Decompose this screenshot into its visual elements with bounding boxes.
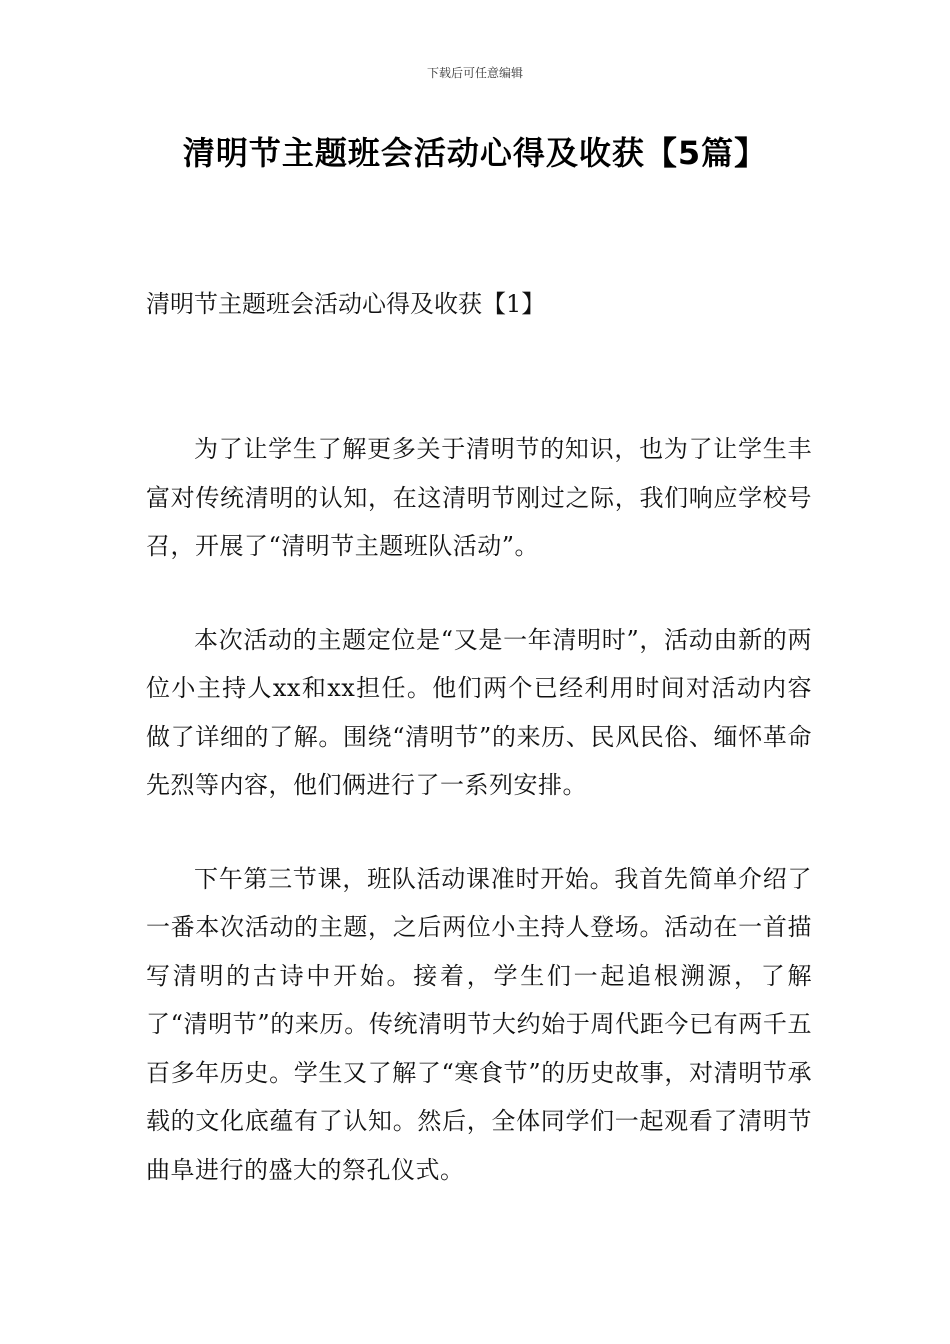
document-body (146, 425, 812, 1239)
paragraph-3: 下午第三节课，班队活动课准时开始。我首先简单介绍了一番本次活动的主题，之后两位小主持人登场。活动在一首描写清明的古诗中开始。接着，学生们一起追根溯源，了解了“清明节”的来历。传统清明节大约始于周代距今已有两千五百多年历史。学生又了解了“寒食节”的历史故事，对清明节承载的文化底蕴有了认知。然后，全体同学们一起观看了清明节曲阜进行的盛大的祭孔仪式。 (146, 864, 812, 1184)
header-note: 下载后可任意编辑 (426, 66, 523, 80)
section-heading: 清明节主题班会活动心得及收获【1】 (146, 290, 546, 318)
paragraph-1: 为了让学生了解更多关于清明节的知识，也为了让学生丰富对传统清明的认知，在这清明节刚过之际，我们响应学校号召，开展了“清明节主题班队活动”。 (146, 435, 812, 560)
paragraph-2: 本次活动的主题定位是“又是一年清明时”，活动由新的两位小主持人xx和xx担任。他们两个已经利用时间对活动内容做了详细的了解。围绕“清明节”的来历、民风民俗、缅怀革命先烈等内容，他们俩进行了一系列安排。 (146, 625, 812, 799)
document-title: 清明节主题班会活动心得及收获【5篇】 (182, 134, 768, 172)
